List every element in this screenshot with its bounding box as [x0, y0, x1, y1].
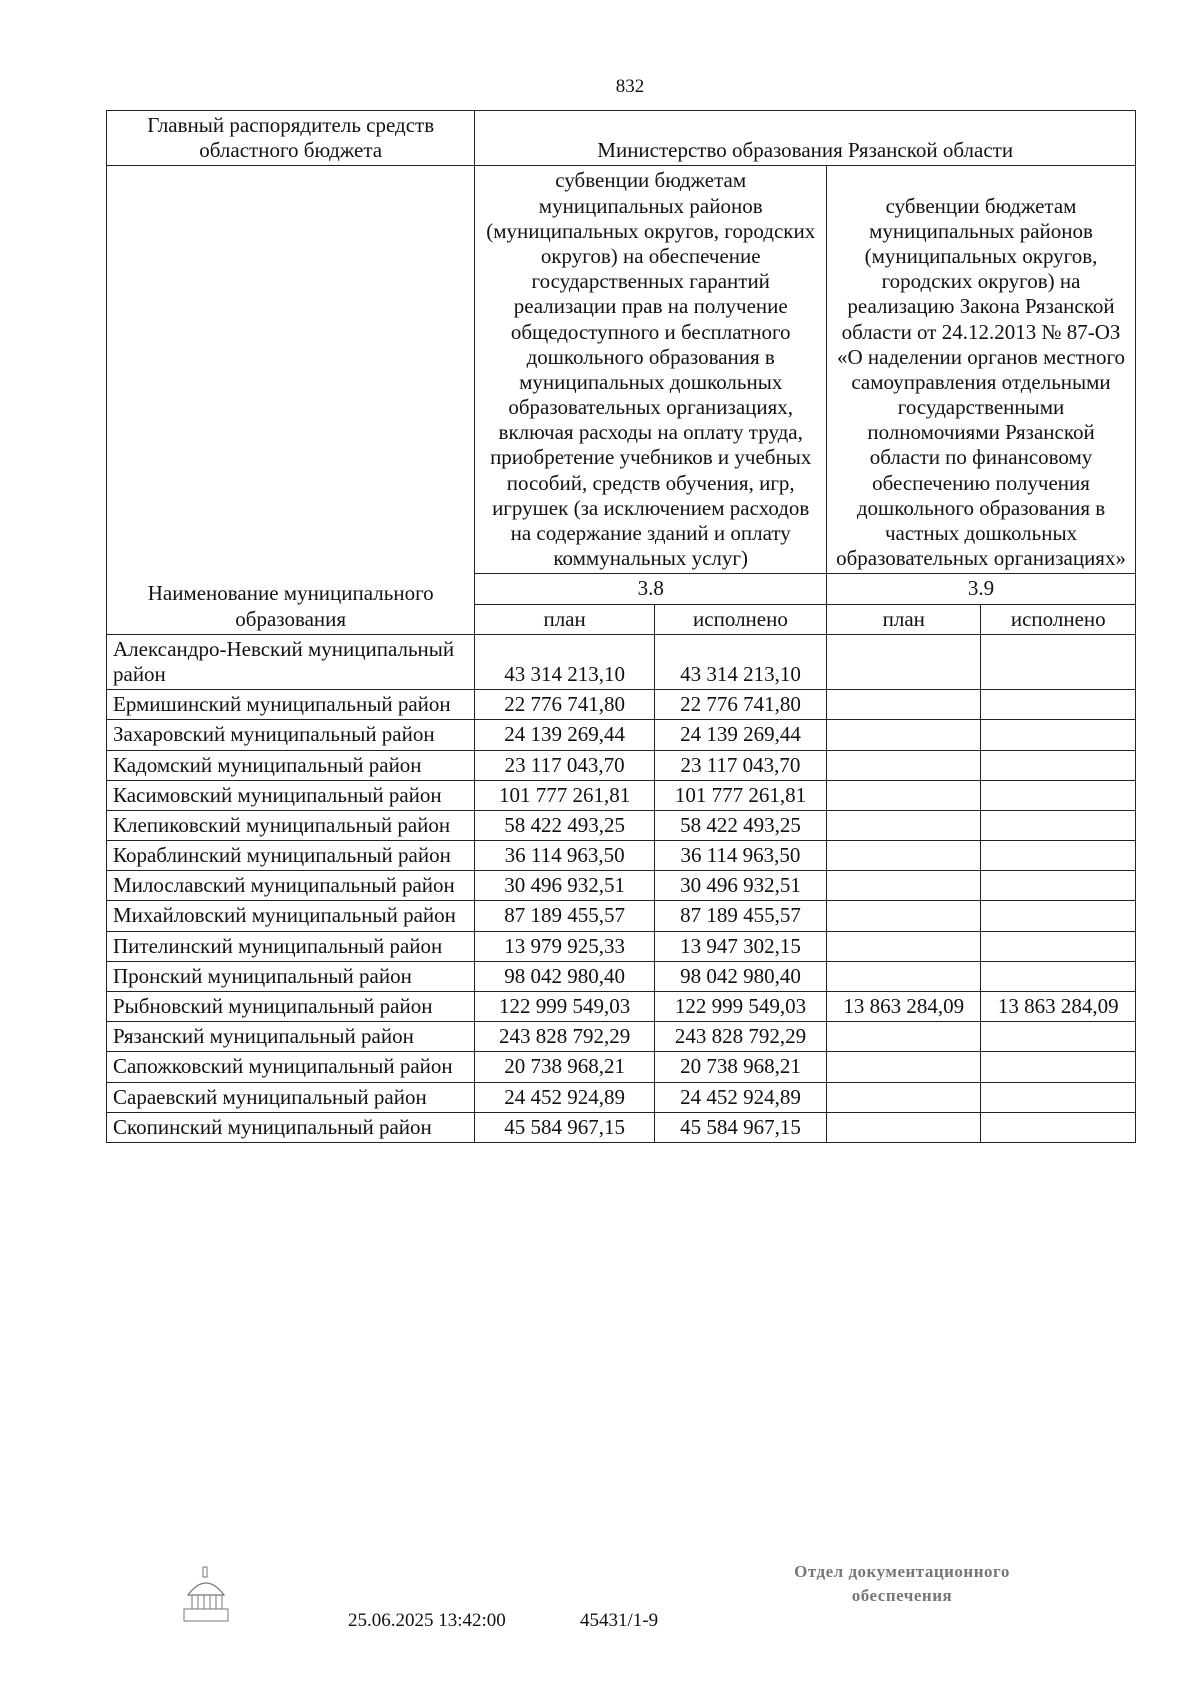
municipality-label: Наименование муниципального образования: [107, 166, 475, 634]
exec-3-9: [981, 690, 1136, 720]
municipality-name: Рыбновский муниципальный район: [107, 992, 475, 1022]
exec-3-9: [981, 634, 1136, 689]
exec-3-8: 30 496 932,51: [654, 871, 826, 901]
table-row: [107, 1082, 1136, 1112]
plan-3-8: 13 979 925,33: [475, 931, 654, 961]
municipality-name: Александро-Невский муниципальный район: [107, 634, 475, 689]
table-row: [107, 961, 1136, 991]
municipality-name: Сараевский муниципальный район: [107, 1082, 475, 1112]
municipality-name: Кадомский муниципальный район: [107, 750, 475, 780]
exec-3-8: 98 042 980,40: [654, 961, 826, 991]
table-row: [107, 901, 1136, 931]
exec-3-9: [981, 841, 1136, 871]
plan-3-9: [827, 634, 981, 689]
plan-3-9: [827, 1082, 981, 1112]
ministry-name: Министерство образования Рязанской области: [475, 111, 1136, 166]
exec-3-9: 13 863 284,09: [981, 992, 1136, 1022]
distributor-label: Главный распорядитель средств областного бюджета: [107, 111, 475, 166]
plan-3-9: [827, 1022, 981, 1052]
plan-3-9: [827, 690, 981, 720]
exec-3-9: [981, 1022, 1136, 1052]
plan-3-8: 24 139 269,44: [475, 720, 654, 750]
table-row: [107, 690, 1136, 720]
exec-3-9: [981, 750, 1136, 780]
municipality-name: Михайловский муниципальный район: [107, 901, 475, 931]
exec-3-9-header: исполнено: [981, 604, 1136, 634]
plan-3-8: 122 999 549,03: [475, 992, 654, 1022]
municipality-name: Милославский муниципальный район: [107, 871, 475, 901]
exec-3-8: 24 452 924,89: [654, 1082, 826, 1112]
code-3-9: 3.9: [827, 574, 1136, 604]
page-number: 832: [615, 76, 645, 97]
plan-3-8: 22 776 741,80: [475, 690, 654, 720]
plan-3-8: 24 452 924,89: [475, 1082, 654, 1112]
table-row: [107, 931, 1136, 961]
table-row: [107, 1112, 1136, 1142]
budget-table: [106, 110, 1136, 1143]
plan-3-8: 30 496 932,51: [475, 871, 654, 901]
footer-doc-number: 45431/1-9: [580, 1610, 659, 1631]
table-row: [107, 992, 1136, 1022]
exec-3-9: [981, 931, 1136, 961]
exec-3-8: 87 189 455,57: [654, 901, 826, 931]
table-row: [107, 841, 1136, 871]
exec-3-8: 122 999 549,03: [654, 992, 826, 1022]
plan-3-9: [827, 901, 981, 931]
plan-3-9: [827, 810, 981, 840]
plan-3-9: [827, 871, 981, 901]
plan-3-9-header: план: [827, 604, 981, 634]
table-row: [107, 720, 1136, 750]
municipality-name: Ермишинский муниципальный район: [107, 690, 475, 720]
exec-3-9: [981, 871, 1136, 901]
plan-3-9: [827, 1112, 981, 1142]
plan-3-8: 98 042 980,40: [475, 961, 654, 991]
plan-3-8: 20 738 968,21: [475, 1052, 654, 1082]
exec-3-8: 43 314 213,10: [654, 634, 826, 689]
exec-3-8: 36 114 963,50: [654, 841, 826, 871]
exec-3-8: 58 422 493,25: [654, 810, 826, 840]
table-header: [107, 111, 1136, 635]
municipality-name: Пронский муниципальный район: [107, 961, 475, 991]
footer-datetime: 25.06.2025 13:42:00: [348, 1610, 506, 1631]
plan-3-9: [827, 841, 981, 871]
exec-3-8: 45 584 967,15: [654, 1112, 826, 1142]
exec-3-9: [981, 901, 1136, 931]
col-3-8-description: субвенции бюджетам муниципальных районов (муниципальных округов, городских округов) на обеспечение государственных гарантий реализации прав на получение общедоступного и бесплатного дошкольного образования в муниципальных дошкольных образовательных организациях, включая расходы на оплату труда, приобретение учебников и учебных пособий, средств обучения, игр, игрушек (за исключением расходов на содержание зданий и оплату коммунальных услуг): [475, 166, 827, 574]
stamp-line-1: Отдел документационного: [794, 1562, 1010, 1581]
exec-3-9: [981, 1052, 1136, 1082]
exec-3-9: [981, 1082, 1136, 1112]
department-stamp: [752, 1560, 1052, 1608]
plan-3-8: 36 114 963,50: [475, 841, 654, 871]
plan-3-8-header: план: [475, 604, 654, 634]
municipality-name: Клепиковский муниципальный район: [107, 810, 475, 840]
municipality-name: Захаровский муниципальный район: [107, 720, 475, 750]
plan-3-8: 43 314 213,10: [475, 634, 654, 689]
plan-3-9: [827, 780, 981, 810]
table-row: [107, 780, 1136, 810]
plan-3-8: 101 777 261,81: [475, 780, 654, 810]
exec-3-8: 243 828 792,29: [654, 1022, 826, 1052]
table-row: [107, 1052, 1136, 1082]
duma-emblem-icon: [180, 1565, 232, 1623]
plan-3-8: 58 422 493,25: [475, 810, 654, 840]
exec-3-8-header: исполнено: [654, 604, 826, 634]
exec-3-9: [981, 1112, 1136, 1142]
table-row: [107, 1022, 1136, 1052]
municipality-name: Рязанский муниципальный район: [107, 1022, 475, 1052]
plan-3-9: 13 863 284,09: [827, 992, 981, 1022]
table-row: [107, 810, 1136, 840]
plan-3-9: [827, 931, 981, 961]
exec-3-8: 23 117 043,70: [654, 750, 826, 780]
exec-3-9: [981, 961, 1136, 991]
exec-3-9: [981, 810, 1136, 840]
exec-3-9: [981, 780, 1136, 810]
plan-3-9: [827, 750, 981, 780]
municipality-name: Кораблинский муниципальный район: [107, 841, 475, 871]
table-row: [107, 634, 1136, 689]
municipality-name: Сапожковский муниципальный район: [107, 1052, 475, 1082]
code-3-8: 3.8: [475, 574, 827, 604]
exec-3-8: 24 139 269,44: [654, 720, 826, 750]
exec-3-8: 101 777 261,81: [654, 780, 826, 810]
col-3-9-description: субвенции бюджетам муниципальных районов (муниципальных округов, городских округов) на реализацию Закона Рязанской области от 24.12.2013 № 87-ОЗ «О наделении органов местного самоуправления отдельными государственными полномочиями Рязанской области по финансовому обеспечению получения дошкольного образования в частных дошкольных образовательных организациях»: [827, 166, 1136, 574]
plan-3-8: 23 117 043,70: [475, 750, 654, 780]
municipality-name: Скопинский муниципальный район: [107, 1112, 475, 1142]
stamp-line-2: обеспечения: [851, 1585, 953, 1605]
plan-3-9: [827, 961, 981, 991]
plan-3-9: [827, 720, 981, 750]
exec-3-8: 20 738 968,21: [654, 1052, 826, 1082]
plan-3-8: 243 828 792,29: [475, 1022, 654, 1052]
table-row: [107, 871, 1136, 901]
plan-3-9: [827, 1052, 981, 1082]
exec-3-8: 22 776 741,80: [654, 690, 826, 720]
plan-3-8: 45 584 967,15: [475, 1112, 654, 1142]
municipality-name: Касимовский муниципальный район: [107, 780, 475, 810]
table-row: [107, 750, 1136, 780]
table-body: [107, 634, 1136, 1142]
exec-3-9: [981, 720, 1136, 750]
plan-3-8: 87 189 455,57: [475, 901, 654, 931]
municipality-name: Пителинский муниципальный район: [107, 931, 475, 961]
exec-3-8: 13 947 302,15: [654, 931, 826, 961]
